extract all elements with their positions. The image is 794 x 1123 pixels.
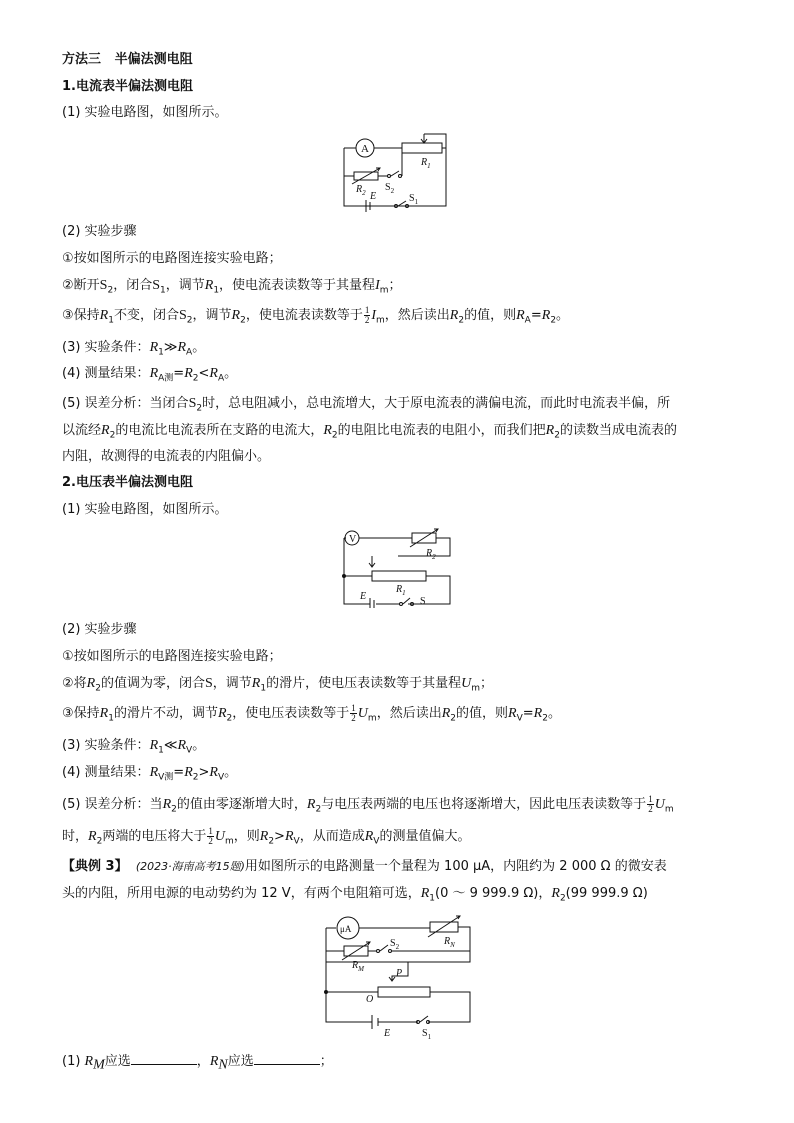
microammeter-circuit [320, 910, 480, 1040]
svg-text:RN: $R_N$ [444, 936, 455, 949]
section-1-title: 1.电流表半偏法测电阻 [62, 79, 193, 94]
svg-text:P: P [396, 968, 403, 979]
ammeter-half-deflection-circuit [336, 128, 458, 212]
result-1: (4) 测量结果：$R_{A测}=R_2<R_A$。 [62, 366, 238, 384]
svg-text:V: V [349, 534, 357, 545]
rm-answer-blank[interactable] [131, 1050, 197, 1065]
error-analysis-2-line1: (5) 误差分析：当$R_2$的值由零逐渐增大时，$R_2$与电压表两端的电压也将逐渐增大，因此电压表读数等于 $\frac{1}{2}$ $U_m$ [62, 794, 674, 815]
svg-text:R2: $R_2$ [356, 184, 366, 197]
potentiometer [378, 987, 430, 997]
section-2-title: 2.电压表半偏法测电阻 [62, 475, 193, 490]
error-analysis-1-line3: 内阻，故测得的电流表的内阻偏小。 [62, 449, 271, 464]
svg-text:S1: $S_1$ [409, 193, 419, 206]
circuit-1-caption: (1) 实验电路图，如图所示。 [62, 105, 228, 120]
step-1-2: ②断开$S_2$，闭合$S_1$，调节$R_1$，使电流表读数等于其量程$I_m$； [62, 278, 402, 296]
r1-resistor [372, 571, 426, 581]
error-analysis-1-line2: 以流经$R_2$的电流比电流表所在支路的电流大，$R_2$的电阻比电流表的电阻小，而我们把$R_2$的读数当成电流表的 [62, 423, 677, 441]
steps-1-heading: (2) 实验步骤 [62, 224, 137, 239]
battery-symbol [372, 1015, 378, 1029]
svg-text:E: E [384, 1028, 391, 1039]
step-2-3: ③保持$R_1$的滑片不动，调节$R_2$，使电压表读数等于 $\frac{1}{2}$ $U_m$，然后读出$R_2$的值，则$R_V=R_2$。 [62, 703, 561, 724]
svg-text:E: E [360, 591, 367, 602]
svg-text:S2: $S_2$ [385, 182, 395, 195]
voltmeter-half-deflection-circuit [338, 526, 456, 608]
svg-text:R1: $R_1$ [421, 157, 431, 170]
step-1-1: ①按如图所示的电路图连接实验电路； [62, 251, 282, 266]
step-1-3: ③保持$R_1$不变，闭合$S_2$，调节$R_2$，使电流表读数等于 $\frac{1}{2}$ $I_m$，然后读出$R_2$的值，则$R_A=R_2$。 [62, 305, 570, 326]
method-heading: 方法三 半偏法测电阻 [62, 52, 193, 67]
svg-text:A: A [361, 143, 369, 155]
r1-resistor [402, 143, 442, 153]
condition-2: (3) 实验条件：$R_1≪R_V$。 [62, 738, 206, 756]
example-3-line2: 头的内阻，所用电源的电动势约为 12 V，有两个电阻箱可选，$R_1(0$ ～ 9 999.9 Ω)，$R_2(99$ 999.9 Ω) [62, 886, 648, 904]
rn-answer-blank[interactable] [254, 1050, 320, 1065]
circuit-2-caption: (1) 实验电路图，如图所示。 [62, 502, 228, 517]
svg-text:S1: $S_1$ [422, 1028, 432, 1040]
question-1: (1) $R_M$应选 ，$R_N$应选 ； [62, 1050, 333, 1076]
svg-text:μA: μA [340, 924, 352, 934]
error-analysis-2-line2: 时，$R_2$两端的电压将大于 $\frac{1}{2}$ $U_m$，则$R_2>R_V$，从而造成$R_V$的测量值偏大。 [62, 826, 471, 847]
error-analysis-1-line1: (5) 误差分析：当闭合$S_2$时，总电阻减小，总电流增大，大于原电流表的满偏电流，而此时电流表半偏，所 [62, 396, 671, 414]
battery-symbol [370, 598, 374, 608]
svg-text:R1: $R_1$ [396, 584, 406, 597]
svg-text:S2: $S_2$ [390, 938, 400, 951]
svg-text:S: S [420, 596, 426, 607]
result-2: (4) 测量结果：$R_{V测}=R_2>R_V$。 [62, 765, 238, 783]
step-2-2: ②将$R_2$的值调为零，闭合S，调节$R_1$的滑片，使电压表读数等于其量程$U_m$； [62, 676, 494, 694]
step-2-1: ①按如图所示的电路图连接实验电路； [62, 649, 282, 664]
svg-text:R2: $R_2$ [426, 548, 436, 561]
example-3-line1: 【典例 3】 (2023·海南高考15题)用如图所示的电路测量一个量程为 100 μA，内阻约为 2 000 Ω 的微安表 [62, 859, 667, 874]
svg-text:E: E [370, 191, 377, 202]
svg-text:O: O [366, 994, 374, 1005]
steps-2-heading: (2) 实验步骤 [62, 622, 137, 637]
svg-text:RM: $R_M$ [352, 960, 364, 973]
condition-1: (3) 实验条件：$R_1≫R_A$。 [62, 340, 206, 358]
